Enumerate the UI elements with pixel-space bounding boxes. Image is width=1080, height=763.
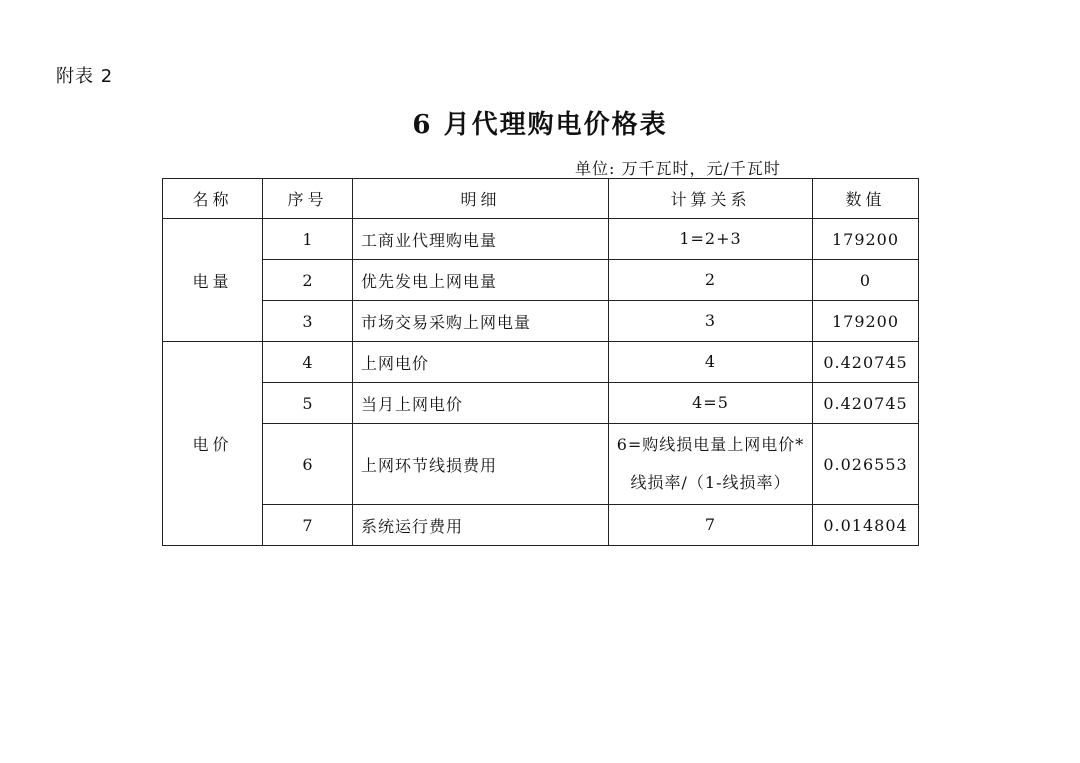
row-index: 5 <box>263 383 353 424</box>
table-row <box>163 383 919 424</box>
row-index: 4 <box>263 342 353 383</box>
row-detail: 工商业代理购电量 <box>353 219 609 260</box>
row-formula-line-2: 线损率/（1-线损率） <box>630 473 791 492</box>
row-detail: 上网环节线损费用 <box>353 424 609 505</box>
table-header-row <box>163 179 919 219</box>
table-row <box>163 424 919 505</box>
row-index: 2 <box>263 260 353 301</box>
row-value: 179200 <box>813 219 919 260</box>
row-value: 0.420745 <box>813 342 919 383</box>
table-row <box>163 301 919 342</box>
row-value: 0 <box>813 260 919 301</box>
row-index: 1 <box>263 219 353 260</box>
header-name: 名称 <box>163 179 263 219</box>
document-title: 6 月代理购电价格表 <box>412 110 668 140</box>
row-formula-line-1: 6=购线损电量上网电价* <box>616 435 805 454</box>
row-index: 6 <box>263 424 353 505</box>
header-value: 数值 <box>813 179 919 219</box>
price-table <box>162 178 919 546</box>
row-formula: 4 <box>609 342 813 383</box>
table-row <box>163 342 919 383</box>
row-value: 0.420745 <box>813 383 919 424</box>
row-value: 0.026553 <box>813 424 919 505</box>
row-formula: 2 <box>609 260 813 301</box>
row-detail: 当月上网电价 <box>353 383 609 424</box>
attachment-label: 附表 2 <box>56 66 114 87</box>
row-formula: 3 <box>609 301 813 342</box>
row-detail: 优先发电上网电量 <box>353 260 609 301</box>
group-cell-electricity-price: 电价 <box>163 342 263 546</box>
row-index: 3 <box>263 301 353 342</box>
row-value: 179200 <box>813 301 919 342</box>
table-row <box>163 219 919 260</box>
row-formula <box>609 424 813 505</box>
table-row <box>163 260 919 301</box>
header-formula: 计算关系 <box>609 179 813 219</box>
row-detail: 上网电价 <box>353 342 609 383</box>
unit-note: 单位: 万千瓦时，元/千瓦时 <box>575 159 781 178</box>
header-detail: 明细 <box>353 179 609 219</box>
row-formula: 7 <box>609 505 813 546</box>
group-cell-electricity-quantity: 电量 <box>163 219 263 342</box>
header-index: 序号 <box>263 179 353 219</box>
table-row <box>163 505 919 546</box>
row-value: 0.014804 <box>813 505 919 546</box>
row-formula: 4=5 <box>609 383 813 424</box>
row-detail: 系统运行费用 <box>353 505 609 546</box>
row-index: 7 <box>263 505 353 546</box>
row-detail: 市场交易采购上网电量 <box>353 301 609 342</box>
row-formula: 1=2+3 <box>609 219 813 260</box>
